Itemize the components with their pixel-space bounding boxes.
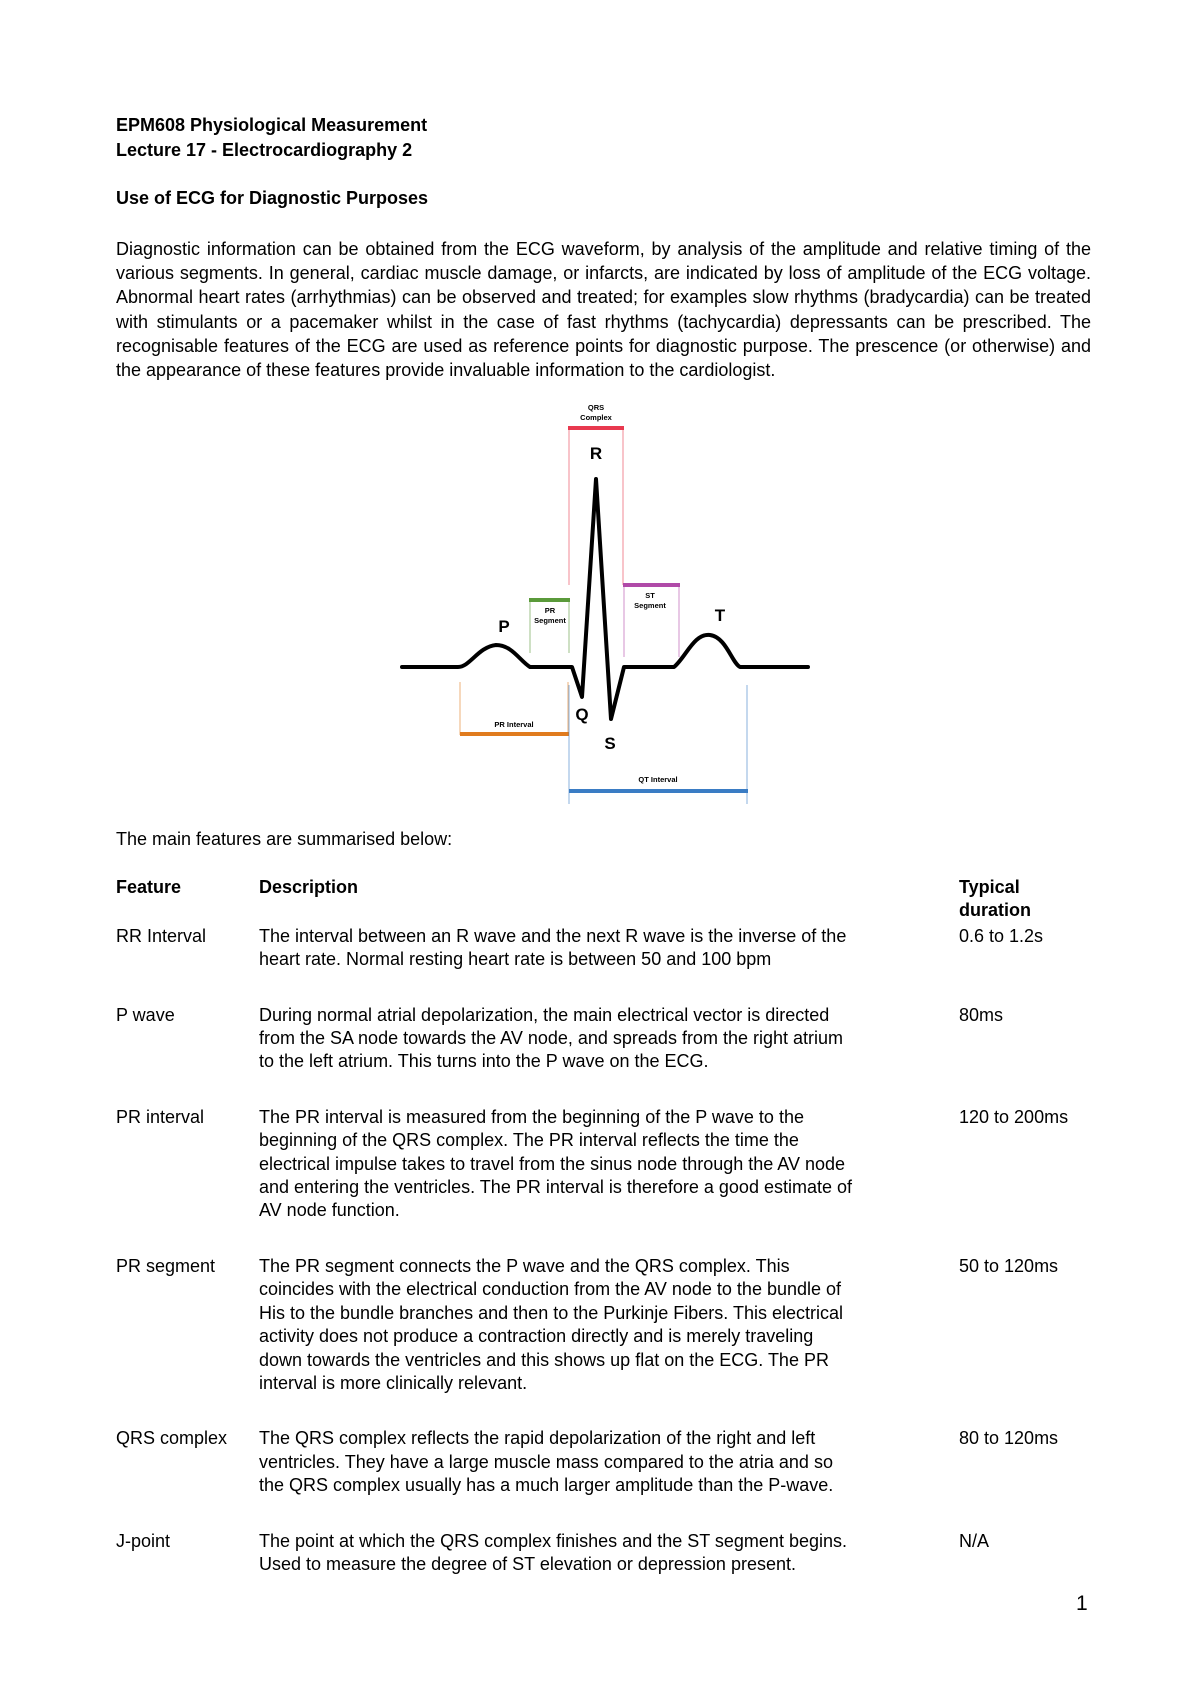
row-spacer [116,972,1099,1004]
description-line: During normal atrial depolarization, the main electrical vector is directed [259,1004,830,1025]
header-duration-line1: Typical [959,877,1020,897]
table-header-row [116,876,1099,925]
table-row [116,1255,1099,1395]
row-duration: 120 to 200ms [959,1106,1069,1127]
row-description [259,1004,959,1074]
row-duration: 80ms [959,1004,1004,1025]
header-duration [959,876,1099,925]
pr-segment-label-line2: Segment [534,616,566,625]
row-description [259,925,959,972]
table-row [116,1106,1099,1223]
header-description: Description [259,877,359,897]
row-feature: J-point [116,1530,171,1551]
description-line: to the left atrium. This turns into the P wave on the ECG. [259,1051,709,1072]
description-line: ventricles. They have a large muscle mass compared to the atria and so [259,1451,833,1472]
description-line: electrical impulse takes to travel from the sinus node through the AV node [259,1153,845,1174]
row-duration: 0.6 to 1.2s [959,925,1044,946]
st-segment-label-line1: ST [645,591,655,600]
description-line: heart rate. Normal resting heart rate is between 50 and 100 bpm [259,949,772,970]
description-line: the QRS complex usually has a much larger amplitude than the P-wave. [259,1475,834,1496]
r-wave-label: R [589,444,603,463]
section-heading: Use of ECG for Diagnostic Purposes [116,188,429,208]
description-line: AV node function. [259,1200,400,1221]
pr-segment-label-line1: PR [544,606,556,615]
row-feature: QRS complex [116,1428,228,1449]
course-title: EPM608 Physiological Measurement [116,115,428,135]
description-line: The interval between an R wave and the next R wave is the inverse of the [259,925,847,946]
row-spacer [116,1498,1099,1530]
page-number: 1 [1076,1592,1088,1615]
row-description [259,1530,959,1577]
table-row [116,1530,1099,1577]
description-line: Used to measure the degree of ST elevation or depression present. [259,1553,796,1574]
header-duration-line2: duration [959,900,1031,921]
row-spacer [116,1074,1099,1106]
description-line: The point at which the QRS complex finishes and the ST segment begins. [259,1530,847,1551]
description-line: The QRS complex reflects the rapid depolarization of the right and left [259,1428,816,1449]
summary-intro: The main features are summarised below: [116,829,453,849]
t-wave-label: T [714,606,726,625]
row-feature: RR Interval [116,925,207,946]
description-line: activity does not produce a contraction directly and is merely traveling [259,1326,814,1347]
row-spacer [116,1223,1099,1255]
pr-interval-label: PR Interval [494,720,534,729]
st-segment-label-line2: Segment [634,601,666,610]
table-row [116,1427,1099,1497]
features-table [116,876,1099,1576]
row-description [259,1106,959,1223]
row-duration: N/A [959,1530,990,1551]
description-line: coincides with the electrical conduction from the AV node to the bundle of [259,1279,842,1300]
header-feature: Feature [116,877,182,897]
description-line: beginning of the QRS complex. The PR interval reflects the time the [259,1130,799,1151]
table-row [116,925,1099,972]
row-spacer [116,1395,1099,1427]
ecg-trace [402,479,808,719]
row-feature: P wave [116,1004,175,1025]
description-line: and entering the ventricles. The PR interval is therefore a good estimate of [259,1177,852,1198]
row-description [259,1255,959,1395]
intro-paragraph: Diagnostic information can be obtained from the ECG waveform, by analysis of the amplitude and relative timing of the various segments. In general, cardiac muscle damage, or infarcts, are indicated by loss of amplitude of the ECG voltage. Abnormal heart rates (arrhythmias) can be observed and treated; for examples slow rhythms (bradycardia) can be treated with stimulants or a pacemaker whilst in the case of fast rhythms (tachycardia) depressants can be prescribed. The recognisable features of the ECG are used as reference points for diagnostic purpose. The prescence (or otherwise) and the appearance of these features provide invaluable information to the cardiologist. [116,239,1091,381]
description-line: from the SA node towards the AV node, and spreads from the right atrium [259,1028,843,1049]
qrs-complex-label-line1: QRS [587,403,605,412]
table-row [116,1004,1099,1074]
row-duration: 80 to 120ms [959,1428,1059,1449]
row-description [259,1427,959,1497]
p-wave-label: P [498,617,510,636]
q-wave-label: Q [575,705,589,724]
description-line: The PR segment connects the P wave and the QRS complex. This [259,1255,790,1276]
row-duration: 50 to 120ms [959,1255,1059,1276]
description-line: His to the bundle branches and then to the Purkinje Fibers. This electrical [259,1302,843,1323]
description-line: down towards the ventricles and this shows up flat on the ECG. The PR [259,1349,829,1370]
description-line: The PR interval is measured from the beginning of the P wave to the [259,1106,804,1127]
s-wave-label: S [604,734,616,753]
description-line: interval is more clinically relevant. [259,1372,528,1393]
row-feature: PR segment [116,1255,216,1276]
qt-interval-label: QT Interval [638,775,678,784]
row-feature: PR interval [116,1106,205,1127]
qrs-complex-label-line2: Complex [580,413,612,422]
lecture-title: Lecture 17 - Electrocardiography 2 [116,140,413,160]
ecg-waveform-diagram [390,395,820,815]
